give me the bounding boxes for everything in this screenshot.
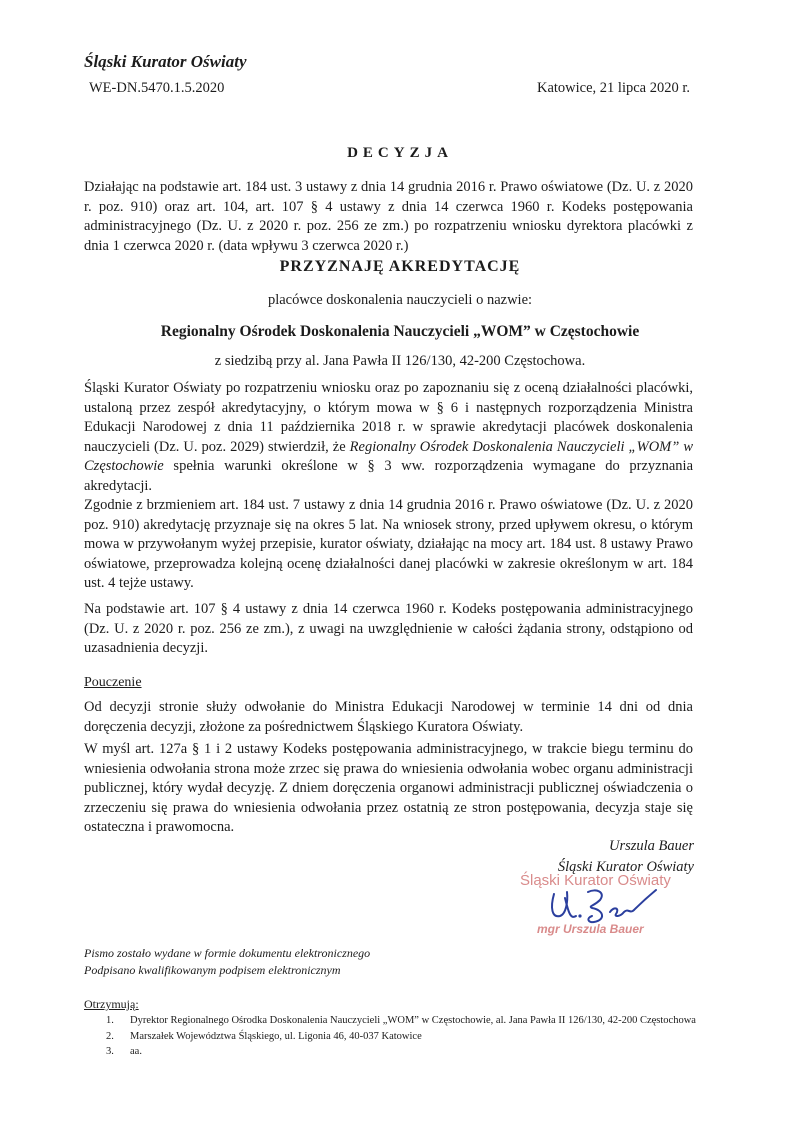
recipient-number: 1.: [106, 1015, 114, 1026]
assessment-paragraph: [84, 379, 693, 496]
note-electronic-document: Pismo zostało wydane w formie dokumentu elektronicznego: [84, 946, 371, 960]
assessment-text-start: Śląski Kurator Oświaty po rozpatrzeniu wniosku oraz po zapoznaniu się z oceną działalności placówki, ustaloną przez zespół akredytacyjny, o którym mowa w § 6 i następnych rozporządzenia Ministra Edukacji Narodowej z dnia 11 października 2018 r. w sprawie akredytacji placówek doskonalenia nauczycieli (Dz. U. poz. 2029) stwierdził, że: [84, 380, 693, 455]
note-qualified-signature: Podpisano kwalifikowanym podpisem elektronicznym: [84, 963, 341, 977]
assessment-institution: Regionalny Ośrodek Doskonalenia Nauczycieli „WOM” w Częstochowie: [84, 438, 693, 474]
intro-paragraph: Działając na podstawie art. 184 ust. 3 ustawy z dnia 14 grudnia 2016 r. Prawo oświatowe (Dz. U. z 2020 r. poz. 910) oraz art. 104, art. 107 § 4 ustawy z dnia 14 czerwca 1960 r. Kodeks postępowania administracyjnego (Dz. U. z 2020 r. poz. 256 ze zm.) po rozpatrzeniu wniosku dyrektora placówki z dnia 1 czerwca 2020 r. (data wpływu 3 czerwca 2020 r.): [84, 179, 693, 254]
institution-address: z siedzibą przy al. Jana Pawła II 126/130, 42-200 Częstochowa.: [214, 353, 586, 369]
instruction-heading: Pouczenie: [84, 675, 142, 690]
recipient-item: [84, 1029, 699, 1045]
assessment-text-end: spełnia warunki określone w § 3 ww. rozporządzenia wymagane do przyznania akredytacji.: [84, 458, 694, 494]
issuer-name: Śląski Kurator Oświaty: [84, 52, 247, 71]
instruction-waiver: W myśl art. 127a § 1 i 2 ustawy Kodeks postępowania administracyjnego, w trakcie biegu terminu do wniesienia odwołania strona może zrzec się prawa do wniesienia odwołania wobec organu administracji publicznej, który wydał decyzję. Z dniem doręczenia organowi administracji publicznej oświadczenia o zrzeczeniu się prawa do wniesienia odwołania przez ostatnią ze stron postępowania, decyzja staje się ostateczna i prawomocna.: [84, 741, 693, 835]
recipient-text: Dyrektor Regionalnego Ośrodka Doskonalenia Nauczycieli „WOM” w Częstochowie, al. Jana Pawła II 126/130, 42-200 Częstochowa: [130, 1015, 696, 1026]
institution-name: Regionalny Ośrodek Doskonalenia Nauczycieli „WOM” w Częstochowie: [160, 323, 640, 340]
recipient-number: 2.: [106, 1030, 114, 1042]
document-title: DECYZJA: [347, 145, 453, 161]
signer-name: Urszula Bauer: [609, 838, 694, 854]
recipients-list: [84, 1013, 699, 1060]
signer-role: Śląski Kurator Oświaty: [557, 859, 694, 875]
period-paragraph: Zgodnie z brzmieniem art. 184 ust. 7 ustawy z dnia 14 grudnia 2016 r. Prawo oświatowe (Dz. U. z 2020 poz. 910) akredytację przyznaje się na okres 5 lat. Na wniosek strony, przed upływem okresu, o którym mowa w przywołanym wyżej przepisie, kurator oświaty, działając na mocy art. 184 ust. 8 ustawy Prawo oświatowe, przeprowadza kolejną ocenę działalności danej placówki w zakresie określonym w art. 184 ust. 4 tejże ustawy.: [84, 497, 693, 591]
grant-heading: PRZYZNAJĘ AKREDYTACJĘ: [279, 258, 521, 275]
recipient-item: [84, 1044, 699, 1060]
stamp-office: Śląski Kurator Oświaty: [520, 872, 671, 889]
place-date: Katowice, 21 lipca 2020 r.: [536, 80, 690, 96]
recipient-text: aa.: [130, 1046, 142, 1057]
recipient-number: 3.: [106, 1046, 114, 1057]
instruction-appeal: Od decyzji stronie służy odwołanie do Ministra Edukacji Narodowej w terminie 14 dni od dnia doręczenia decyzji, złożone za pośrednictwem Śląskiego Kuratora Oświaty.: [84, 699, 693, 735]
recipient-text: Marszałek Województwa Śląskiego, ul. Ligonia 46, 40-037 Katowice: [130, 1030, 422, 1042]
justification-paragraph: Na podstawie art. 107 § 4 ustawy z dnia 14 czerwca 1960 r. Kodeks postępowania administracyjnego (Dz. U. z 2020 r. poz. 256 ze zm.), z uwagi na uwzględnienie w całości żądania strony, odstąpiono od uzasadnienia decyzji.: [84, 601, 693, 656]
stamp-name: mgr Urszula Bauer: [537, 922, 644, 936]
electronic-notes: [84, 945, 370, 979]
reference-number: WE-DN.5470.1.5.2020: [89, 80, 225, 96]
grant-lead: placówce doskonalenia nauczycieli o nazwie:: [267, 292, 533, 308]
recipient-item: [84, 1013, 699, 1029]
recipients-heading: Otrzymują:: [84, 997, 139, 1011]
